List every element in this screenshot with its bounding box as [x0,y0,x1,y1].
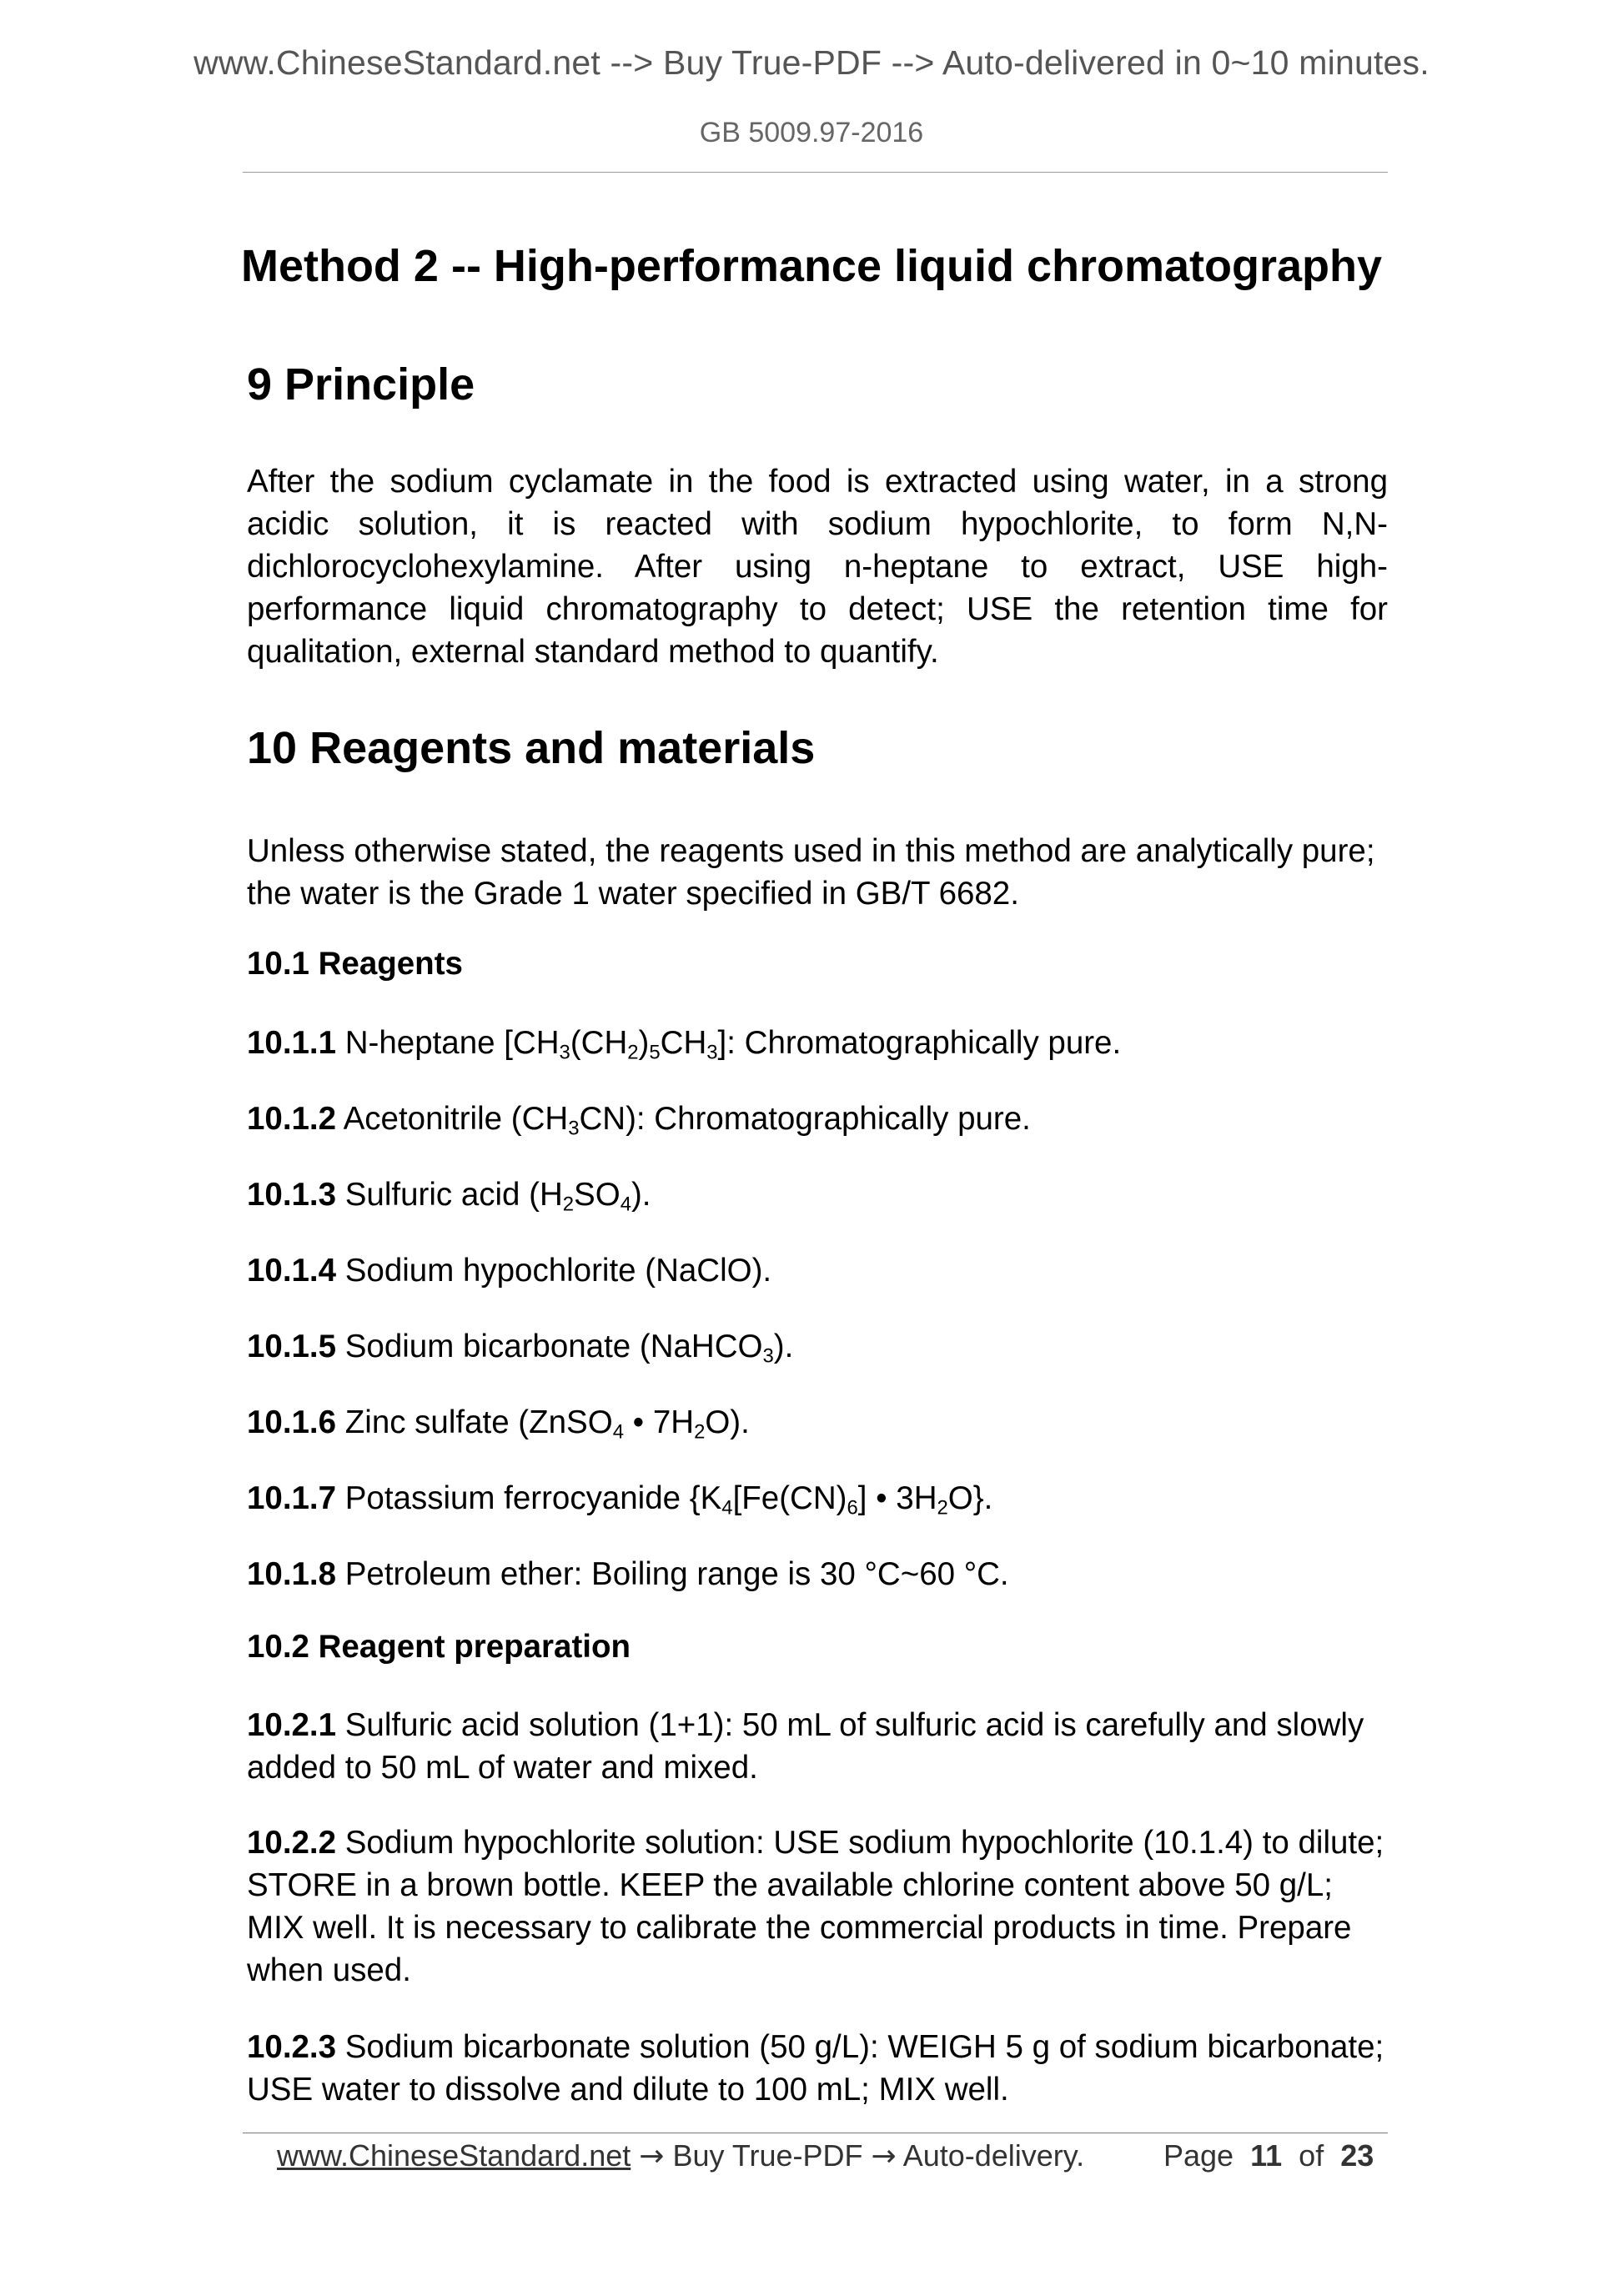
subsection-10-2-heading-block [247,1629,1388,1665]
section-heading-reagents-materials: 10 Reagents and materials [247,723,816,773]
preparation-item: 10.2.3 Sodium bicarbonate solution (50 g/L): WEIGH 5 g of sodium bicarbonate; USE water to dissolve and dilute to 100 mL; MIX well. [247,2029,1384,2108]
section-10-intro [247,830,1388,915]
total-pages: 23 [1340,2138,1374,2173]
preparation-item: 10.2.2 Sodium hypochlorite solution: USE sodium hypochlorite (10.1.4) to dilute; STORE in a brown bottle. KEEP the available chlorine content above 50 g/L; MIX well. It is necessary to calibrate the commercial products in time. Prepare when used. [247,1825,1384,1988]
section-9-body [247,460,1388,673]
clause-number: 10.2.1 [247,1707,337,1743]
preparation-item: 10.2.1 Sulfuric acid solution (1+1): 50 mL of sulfuric acid is carefully and slowly added to 50 mL of water and mixed. [247,1707,1364,1786]
clause-number: 10.1.3 [247,1177,337,1213]
footer-buy-text: Buy True-PDF [664,2138,872,2173]
section-10-heading-block [247,722,1388,774]
subsection-heading-reagents: 10.1 Reagents [247,946,463,982]
reagent-item: 10.1.4 Sodium hypochlorite (NaClO). [247,1253,772,1289]
clause-number: 10.2.2 [247,1825,337,1861]
reagent-item: 10.1.8 Petroleum ether: Boiling range is 30 °C~60 °C. [247,1556,1009,1592]
reagent-item: 10.1.3 Sulfuric acid $(H_2SO_4)$. [247,1177,651,1216]
clause-number: 10.1.8 [247,1556,337,1592]
site-banner: www.ChineseStandard.net --> Buy True-PDF --> Auto-delivered in 0~10 minutes. [193,43,1430,82]
clause-number: 10.2.3 [247,2029,337,2065]
reagent-item: 10.1.6 Zinc sulfate (ZnSO$_4$ • $7H_2O$). [247,1404,750,1444]
subsection-10-1-heading-block [247,946,1388,982]
reagent-item: 10.1.1 N-heptane $[CH_3(CH_2)_5CH_3]$: Chromatographically pure. [247,1025,1122,1064]
clause-number: 10.1.2 [247,1101,337,1137]
reagent-item: 10.1.5 Sodium bicarbonate (NaHCO$_3$). [247,1329,794,1368]
standard-code: GB 5009.97-2016 [699,117,924,148]
arrow-right-icon: → [639,2139,665,2173]
clause-number: 10.1.4 [247,1253,337,1289]
footer-delivery-text: Auto-delivery. [896,2138,1085,2173]
clause-number: 10.1.6 [247,1404,337,1440]
method-title: Method 2 -- High-performance liquid chromatography [240,241,1383,291]
subsection-heading-reagent-preparation: 10.2 Reagent preparation [247,1629,631,1665]
clause-number: 10.1.1 [247,1025,337,1061]
reagents-intro-paragraph: Unless otherwise stated, the reagents used in this method are analytically pure; the water is the Grade 1 water specified in GB/T 6682. [247,833,1375,912]
section-9-heading-block [247,359,1388,410]
principle-paragraph: After the sodium cyclamate in the food is extracted using water, in a strong acidic solution, it is reacted with sodium hypochlorite, to form N,N-dichlorocyclohexylamine. After using n-heptane to extract, USE high-performance liquid chromatography to detect; USE the retention time for qualitation, external standard method to quantify. [247,464,1388,670]
header-divider [243,172,1388,173]
reagent-item: 10.1.2 Acetonitrile $(CH_3CN)$: Chromatographically pure. [247,1101,1031,1140]
clause-number: 10.1.7 [247,1480,337,1516]
section-heading-principle: 9 Principle [247,359,475,409]
footer-site-link[interactable]: www.ChineseStandard.net [277,2138,631,2173]
reagent-item: 10.1.7 Potassium ferrocyanide {$K_4[Fe(CN)_6]$ • $3H_2O$}. [247,1480,993,1520]
page-number: 11 [1250,2138,1283,2173]
arrow-right-icon: → [871,2139,897,2173]
page-footer [277,2136,1378,2177]
clause-number: 10.1.5 [247,1329,337,1364]
page-indicator: Page 11 of 23 [1163,2138,1374,2173]
